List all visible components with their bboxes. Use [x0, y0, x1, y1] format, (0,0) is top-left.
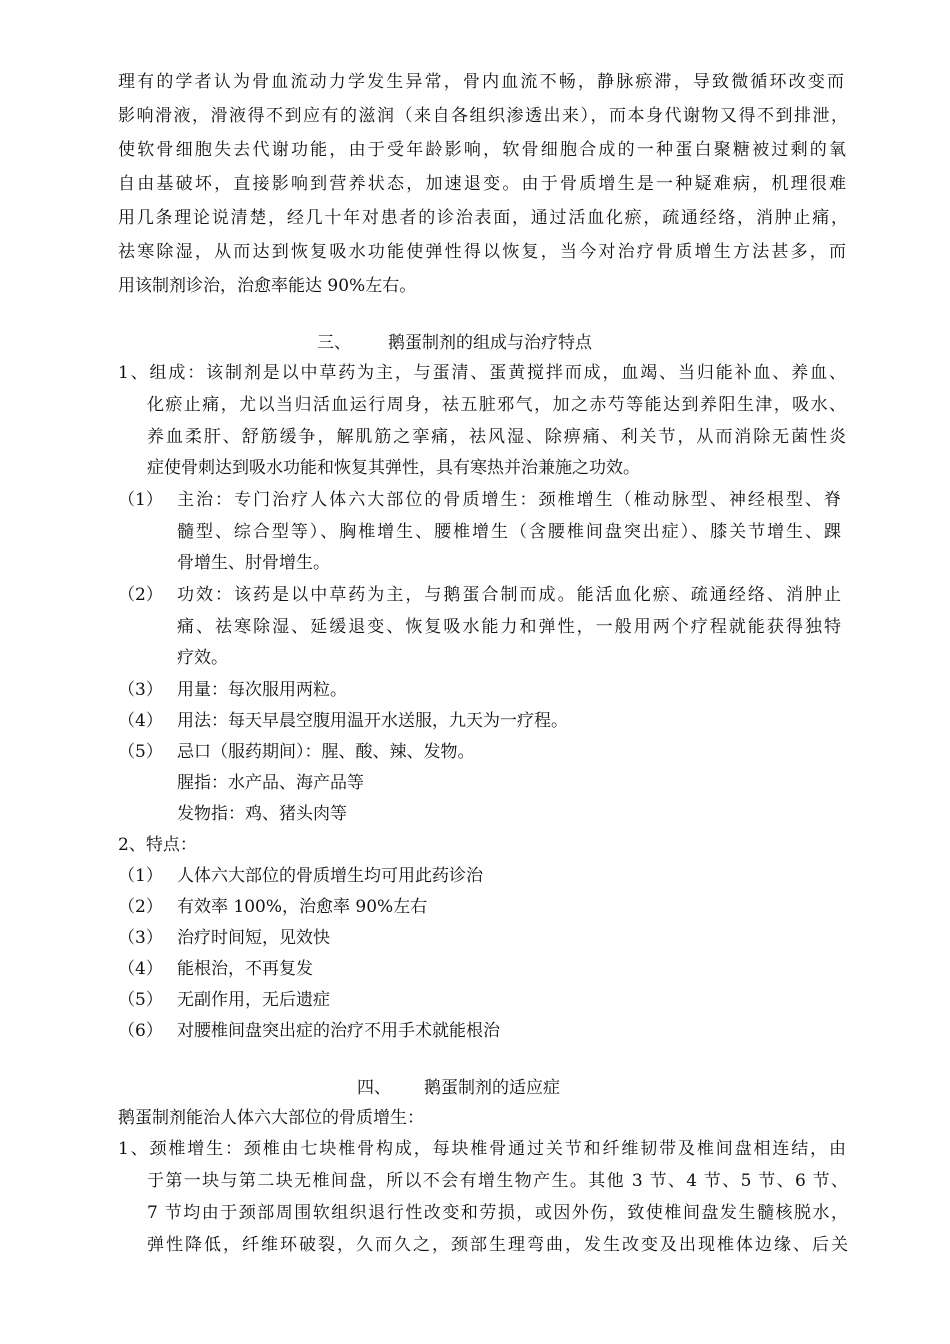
list-text: 疗效。 — [177, 648, 228, 668]
list-number: （4） — [118, 711, 163, 731]
section-4-intro: 鹅蛋制剂能治人体六大部位的骨质增生： — [118, 1108, 424, 1128]
feature-text: 有效率 100%，治愈率 90%左右 — [177, 897, 428, 917]
list-number: （1） — [118, 490, 163, 510]
cervical-line: 于第一块与第二块无椎间盘，所以不会有增生物产生。其他 3 节、4 节、5 节、6 节、 — [147, 1171, 848, 1191]
feature-number: （5） — [118, 990, 163, 1010]
list-text: 主治：专门治疗人体六大部位的骨质增生：颈椎增生（椎动脉型、神经根型、脊 — [177, 490, 841, 510]
section-number: 四、 — [357, 1078, 391, 1098]
feature-number: （2） — [118, 897, 163, 917]
section-title: 鹅蛋制剂的适应症 — [424, 1078, 560, 1098]
composition-line: 化瘀止痛，尤以当归活血运行周身，祛五脏邪气，加之赤芍等能达到养阳生津，吸水、 — [147, 395, 846, 415]
intro-line: 祛寒除湿，从而达到恢复吸水功能使弹性得以恢复，当今对治疗骨质增生方法甚多，而 — [118, 242, 846, 262]
feature-text: 人体六大部位的骨质增生均可用此药诊治 — [177, 866, 483, 886]
list-text: 腥指：水产品、海产品等 — [177, 773, 364, 793]
section-number: 三、 — [317, 333, 351, 353]
feature-number: （1） — [118, 866, 163, 886]
cervical-line: 弹性降低，纤维环破裂，久而久之，颈部生理弯曲，发生改变及出现椎体边缘、后关 — [147, 1235, 848, 1255]
feature-number: （6） — [118, 1021, 163, 1041]
intro-line: 使软骨细胞失去代谢功能，由于受年龄影响，软骨细胞合成的一种蛋白聚糖被过剩的氧 — [118, 140, 846, 160]
feature-text: 治疗时间短，见效快 — [177, 928, 330, 948]
intro-line: 影响滑液，滑液得不到应有的滋润（来自各组织渗透出来），而本身代谢物又得不到排泄， — [118, 106, 848, 126]
list-text: 髓型、综合型等）、胸椎增生、腰椎增生（含腰椎间盘突出症）、膝关节增生、踝 — [177, 522, 841, 542]
cervical-line: 7 节均由于颈部周围软组织退行性改变和劳损，或因外伤，致使椎间盘发生髓核脱水， — [147, 1203, 848, 1223]
list-number: （2） — [118, 585, 163, 605]
feature-text: 对腰椎间盘突出症的治疗不用手术就能根治 — [177, 1021, 500, 1041]
list-text: 发物指：鸡、猪头肉等 — [177, 804, 347, 824]
intro-line: 自由基破坏，直接影响到营养状态，加速退变。由于骨质增生是一种疑难病，机理很难 — [118, 174, 846, 194]
composition-line: 1、组成：该制剂是以中草药为主，与蛋清、蛋黄搅拌而成，血竭、当归能补血、养血、 — [118, 363, 846, 383]
composition-line: 症使骨刺达到吸水功能和恢复其弹性，具有寒热并治兼施之功效。 — [147, 458, 640, 478]
list-text: 功效：该药是以中草药为主，与鹅蛋合制而成。能活血化瘀、疏通经络、消肿止 — [177, 585, 841, 605]
feature-number: （4） — [118, 959, 163, 979]
features-label: 2、特点： — [118, 835, 197, 855]
feature-text: 能根治，不再复发 — [177, 959, 313, 979]
composition-line: 养血柔肝、舒筋缓争，解肌筋之挛痛，祛风湿、除痹痛、利关节，从而消除无菌性炎 — [147, 427, 846, 447]
intro-line: 用几条理论说清楚，经几十年对患者的诊治表面，通过活血化瘀，疏通经络，消肿止痛， — [118, 208, 848, 228]
list-text: 用法：每天早晨空腹用温开水送服，九天为一疗程。 — [177, 711, 568, 731]
section-title: 鹅蛋制剂的组成与治疗特点 — [388, 333, 592, 353]
intro-line: 理有的学者认为骨血流动力学发生异常，骨内血流不畅，静脉瘀滞，导致微循环改变而 — [118, 72, 844, 92]
intro-line: 用该制剂诊治，治愈率能达 90%左右。 — [118, 276, 417, 296]
list-text: 骨增生、肘骨增生。 — [177, 553, 330, 573]
feature-number: （3） — [118, 928, 163, 948]
list-text: 痛、祛寒除湿、延缓退变、恢复吸水能力和弹性，一般用两个疗程就能获得独特 — [177, 617, 841, 637]
list-number: （3） — [118, 680, 163, 700]
list-number: （5） — [118, 742, 163, 762]
list-text: 忌口（服药期间）：腥、酸、辣、发物。 — [177, 742, 475, 762]
cervical-line: 1、颈椎增生：颈椎由七块椎骨构成，每块椎骨通过关节和纤维韧带及椎间盘相连结，由 — [118, 1139, 846, 1159]
list-text: 用量：每次服用两粒。 — [177, 680, 347, 700]
feature-text: 无副作用，无后遗症 — [177, 990, 330, 1010]
